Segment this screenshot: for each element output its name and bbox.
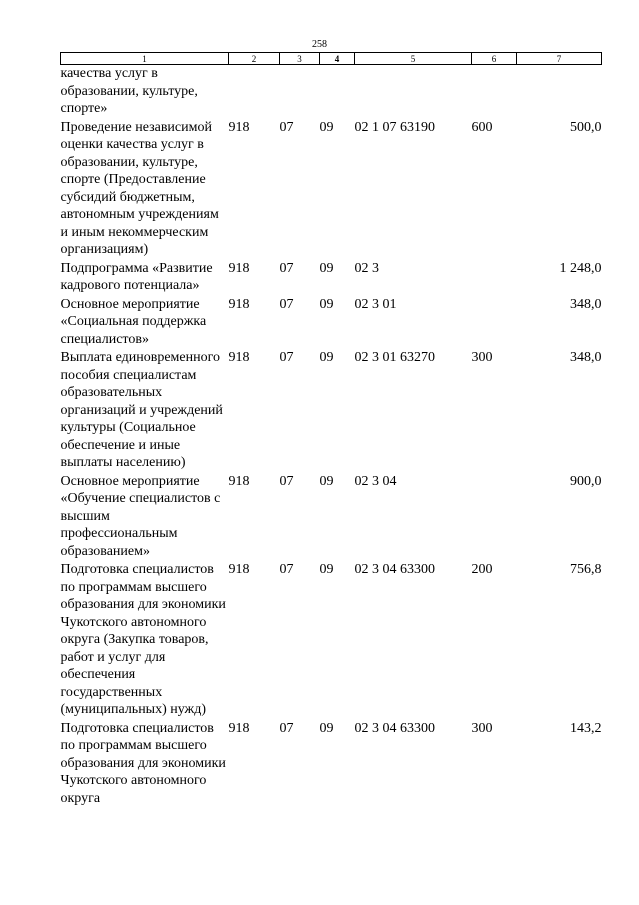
row-target: 02 3 01 63270 [354,350,435,365]
row-section: 07 [279,562,294,577]
table-row [61,720,602,808]
row-section: 07 [279,260,294,276]
row-vr [472,65,517,119]
row-amount [517,65,602,119]
table-row [61,65,602,119]
row-grbs: 918 [228,350,250,365]
row-section: 07 [279,350,294,365]
table-row [61,296,602,350]
row-vr [472,260,517,296]
row-amount: 756,8 [570,562,602,577]
table-body [61,65,602,808]
header-col-6: 6 [472,53,517,65]
row-subsection: 09 [319,119,334,135]
row-name: Проведение независимой оценки качества услуг в образовании, культуре, спорте (Предоставление субсидий бюджетным, автономным учреждениям и иным некоммерческим организациям) [60,119,219,257]
row-name: Подготовка специалистов по программам высшего образования для экономики Чукотского автономного округа (Закупка товаров, работ и услуг для обеспечения государственных (муниципальных) нужд) [60,562,226,717]
row-target: 02 3 04 63300 [354,562,435,577]
header-col-5: 5 [355,53,472,65]
table-row [61,473,602,562]
row-vr: 300 [471,720,493,736]
page-number: 258 [312,39,327,50]
budget-table [60,52,602,807]
row-target: 02 3 [354,260,379,276]
row-amount: 900,0 [570,473,602,489]
row-grbs: 918 [228,473,250,489]
header-col-3: 3 [280,53,320,65]
row-amount: 348,0 [570,350,602,365]
row-amount: 1 248,0 [559,260,602,276]
row-section: 07 [279,119,294,135]
row-name: качества услуг в образовании, культуре, спорте» [60,66,198,116]
row-vr: 300 [471,350,493,365]
row-subsection: 09 [319,473,334,489]
row-grbs: 918 [228,260,250,276]
row-amount: 348,0 [570,296,602,312]
row-section [280,65,320,119]
row-name: Основное мероприятие «Обучение специалистов с высшим профессиональным образованием» [60,473,221,559]
row-target [355,65,472,119]
row-subsection: 09 [319,296,334,312]
row-subsection [320,65,355,119]
row-grbs [229,65,280,119]
row-subsection: 09 [319,350,334,365]
row-target: 02 3 04 63300 [354,720,435,736]
header-col-4: 4 [320,53,355,65]
header-col-7: 7 [517,53,602,65]
row-vr [472,473,517,562]
row-amount: 143,2 [570,720,602,736]
row-section: 07 [279,720,294,736]
row-target: 02 3 01 [354,296,397,312]
row-grbs: 918 [228,119,250,135]
table-row [61,561,602,720]
header-row [61,53,602,65]
table-header [61,53,602,65]
row-name: Подпрограмма «Развитие кадрового потенциала» [60,260,213,293]
row-vr: 200 [471,562,493,577]
table-row [61,119,602,260]
row-section: 07 [279,296,294,312]
row-name: Подготовка специалистов по программам высшего образования для экономики Чукотского автономного округа [60,720,226,806]
row-vr: 600 [471,119,493,135]
row-grbs: 918 [228,296,250,312]
table-row [61,349,602,473]
row-subsection: 09 [319,562,334,577]
row-grbs: 918 [228,720,250,736]
row-section: 07 [279,473,294,489]
row-target: 02 1 07 63190 [354,119,435,135]
row-vr [472,296,517,350]
row-grbs: 918 [228,562,250,577]
row-subsection: 09 [319,720,334,736]
row-name: Основное мероприятие «Социальная поддержка специалистов» [60,296,207,347]
row-name: Выплата единовременного пособия специалистам образовательных организаций и учреждений культуры (Социальное обеспечение и иные выплаты населению) [60,350,223,470]
row-target: 02 3 04 [354,473,397,489]
row-amount: 500,0 [570,119,602,135]
row-subsection: 09 [319,260,334,276]
header-col-1: 1 [61,53,229,65]
table-row [61,260,602,296]
header-col-2: 2 [229,53,280,65]
